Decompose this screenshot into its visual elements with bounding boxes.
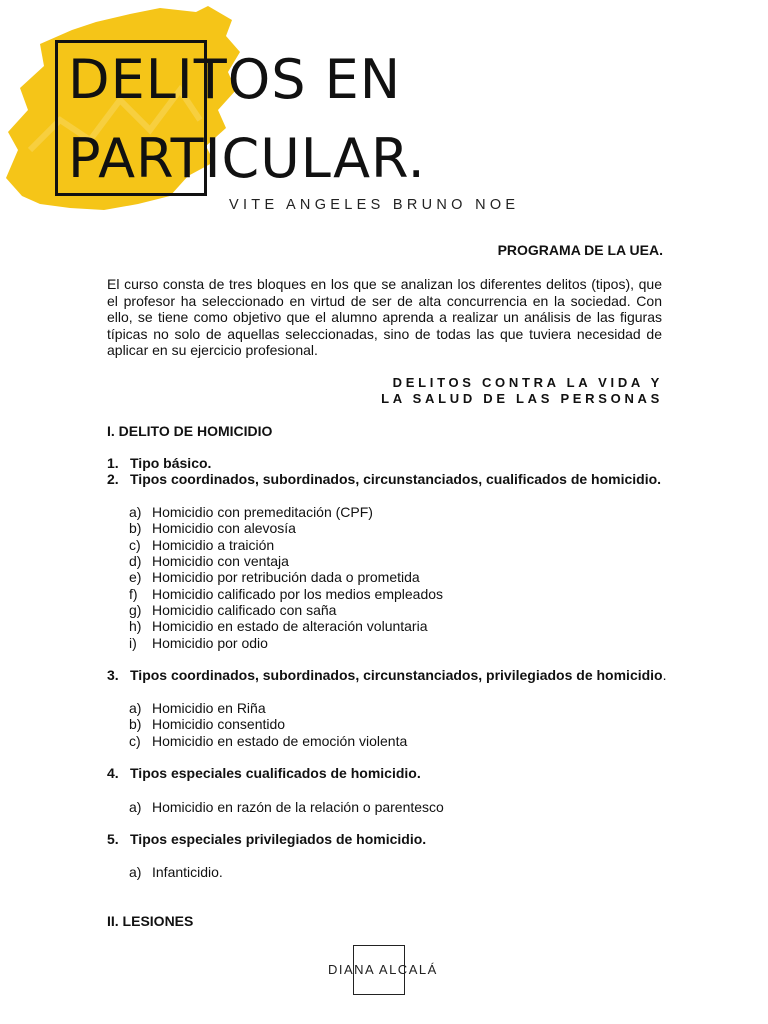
sub-text: Homicidio calificado con saña — [152, 602, 337, 618]
part-heading-lesiones: II. LESIONES — [107, 913, 194, 929]
part-heading-homicidio: I. DELITO DE HOMICIDIO — [107, 423, 273, 439]
sub-text: Homicidio en estado de alteración voluntaria — [152, 618, 428, 634]
sub-text: Homicidio en Riña — [152, 700, 266, 716]
item-label: Tipos coordinados, subordinados, circunstanciados, privilegiados de homicidio — [130, 667, 663, 683]
item-label: Tipos coordinados, subordinados, circunstanciados, cualificados de homicidio. — [130, 471, 662, 487]
sub-letter: a) — [129, 700, 142, 716]
intro-paragraph: El curso consta de tres bloques en los que se analizan los diferentes delitos (tipos), que el profesor ha seleccionado en virtud de ser de alta concurrencia en la sociedad. Con ello, se tiene como objetivo que el alumno aprenda a realizar un análisis de las figuras típicas no solo de aquellas seleccionadas, sino de todas las que tuviera necesidad de aplicar en su ejercicio profesional. — [107, 276, 662, 358]
sub-text: Homicidio a traición — [152, 537, 275, 553]
sub-text: Homicidio calificado por los medios empleados — [152, 586, 444, 602]
sub-letter: a) — [129, 799, 142, 815]
item-label: Tipo básico. — [130, 455, 212, 471]
sub-letter: a) — [129, 504, 142, 520]
sub-text: Homicidio con alevosía — [152, 520, 296, 536]
sub-letter: i) — [129, 635, 137, 651]
sub-letter: b) — [129, 520, 142, 536]
item-label: Tipos especiales privilegiados de homicidio. — [130, 831, 427, 847]
sub-letter: c) — [129, 537, 141, 553]
item-number: 5. — [107, 831, 119, 847]
sub-text: Homicidio en razón de la relación o parentesco — [152, 799, 444, 815]
sub-letter: b) — [129, 716, 142, 732]
item-number: 3. — [107, 667, 119, 683]
sub-letter: h) — [129, 618, 142, 634]
sub-text: Homicidio por retribución dada o prometida — [152, 569, 420, 585]
sub-letter: a) — [129, 864, 142, 880]
item-number: 2. — [107, 471, 119, 487]
sub-letter: d) — [129, 553, 142, 569]
document-title-line1: DELITOS EN — [68, 48, 402, 111]
sub-text: Homicidio por odio — [152, 635, 268, 651]
author-name: VITE ANGELES BRUNO NOE — [229, 197, 520, 213]
sub-text: Homicidio en estado de emoción violenta — [152, 733, 408, 749]
item-number: 4. — [107, 765, 119, 781]
item-label-trail: . — [662, 667, 667, 683]
sub-letter: e) — [129, 569, 142, 585]
footer-name: DIANA ALCALÁ — [328, 962, 438, 977]
item-label: Tipos especiales cualificados de homicidio. — [130, 765, 421, 781]
document-title-line2: PARTICULAR. — [68, 127, 426, 190]
sub-text: Infanticidio. — [152, 864, 223, 880]
section-heading-line1: DELITOS CONTRA LA VIDA Y — [392, 375, 663, 390]
sub-text: Homicidio con ventaja — [152, 553, 289, 569]
sub-letter: f) — [129, 586, 138, 602]
sub-letter: g) — [129, 602, 142, 618]
sub-letter: c) — [129, 733, 141, 749]
sub-text: Homicidio con premeditación (CPF) — [152, 504, 373, 520]
item-number: 1. — [107, 455, 119, 471]
sub-text: Homicidio consentido — [152, 716, 286, 732]
section-heading-line2: LA SALUD DE LAS PERSONAS — [381, 391, 663, 406]
program-title: PROGRAMA DE LA UEA. — [497, 242, 663, 258]
